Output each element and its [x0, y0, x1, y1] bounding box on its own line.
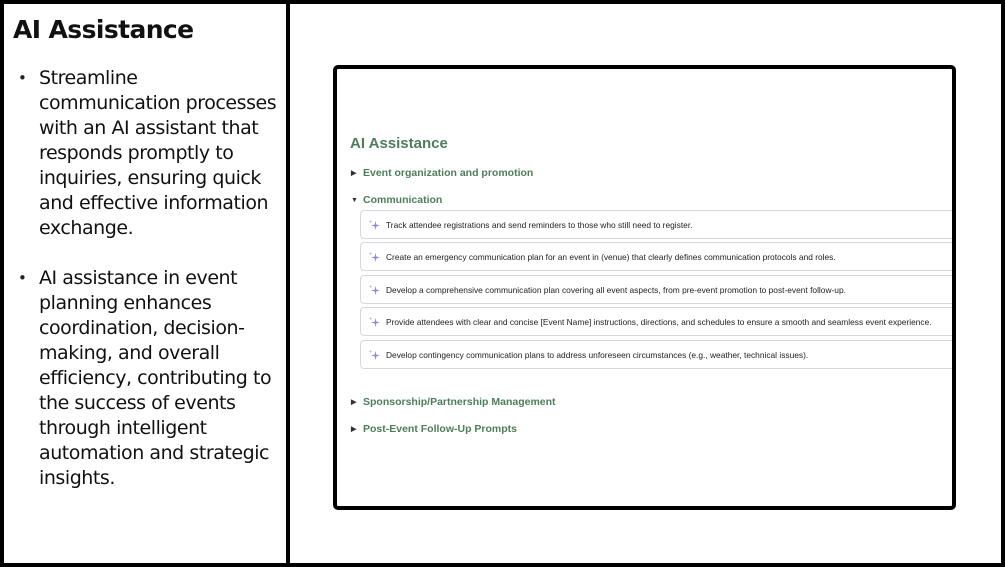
section-label: Event organization and promotion [363, 167, 534, 179]
sparkle-icon [368, 284, 380, 296]
bullet-text: AI assistance in event planning enhances coordination, decision-making, and overall efficiency, contributing to the success of events through intelligent automation and strategic insights. [39, 267, 272, 489]
panel-divider [286, 0, 290, 567]
section-label: Communication [363, 194, 443, 206]
prompt-text: Create an emergency communication plan for an event in (venue) that clearly defines communication protocols and roles. [386, 251, 836, 262]
sparkle-icon [368, 251, 380, 263]
section-label: Post-Event Follow-Up Prompts [363, 423, 518, 435]
prompt-item[interactable] [360, 307, 956, 336]
bullet-dot: • [18, 69, 27, 87]
bullet-item [4, 266, 286, 491]
caret-right-icon: ▶ [351, 170, 357, 177]
prompt-text: Develop contingency communication plans to address unforeseen circumstances (e.g., weather, technical issues). [386, 349, 809, 360]
prompt-item[interactable] [360, 210, 956, 239]
bullet-text: Streamline communication processes with an AI assistant that responds promptly to inquiries, ensuring quick and effective information exchange. [39, 67, 277, 239]
caret-right-icon: ▶ [351, 426, 357, 433]
prompt-item[interactable] [360, 242, 956, 271]
caret-down-icon: ▼ [351, 196, 358, 204]
sparkle-icon [368, 316, 380, 328]
section-event-organization[interactable] [351, 167, 533, 179]
prompt-text: Track attendee registrations and send reminders to those who still need to register. [386, 219, 693, 230]
section-post-event[interactable] [351, 423, 517, 435]
slide-title: AI Assistance [13, 15, 194, 44]
section-sponsorship[interactable] [351, 396, 556, 408]
section-label: Sponsorship/Partnership Management [363, 396, 556, 408]
screenshot-panel [333, 65, 956, 510]
caret-right-icon: ▶ [351, 399, 357, 406]
section-communication[interactable] [351, 194, 442, 206]
prompt-text: Develop a comprehensive communication plan covering all event aspects, from pre-event promotion to post-event follow-up. [386, 284, 846, 295]
prompt-item[interactable] [360, 275, 956, 304]
left-panel [4, 4, 286, 563]
sparkle-icon [368, 219, 380, 231]
bullet-dot: • [18, 269, 27, 287]
screenshot-title: AI Assistance [350, 135, 448, 152]
prompt-text: Provide attendees with clear and concise [Event Name] instructions, directions, and schedules to ensure a smooth and seamless event experience. [386, 316, 932, 327]
bullet-list [4, 66, 286, 516]
bullet-item [4, 66, 286, 241]
sparkle-icon [368, 349, 380, 361]
prompt-item[interactable] [360, 340, 956, 369]
